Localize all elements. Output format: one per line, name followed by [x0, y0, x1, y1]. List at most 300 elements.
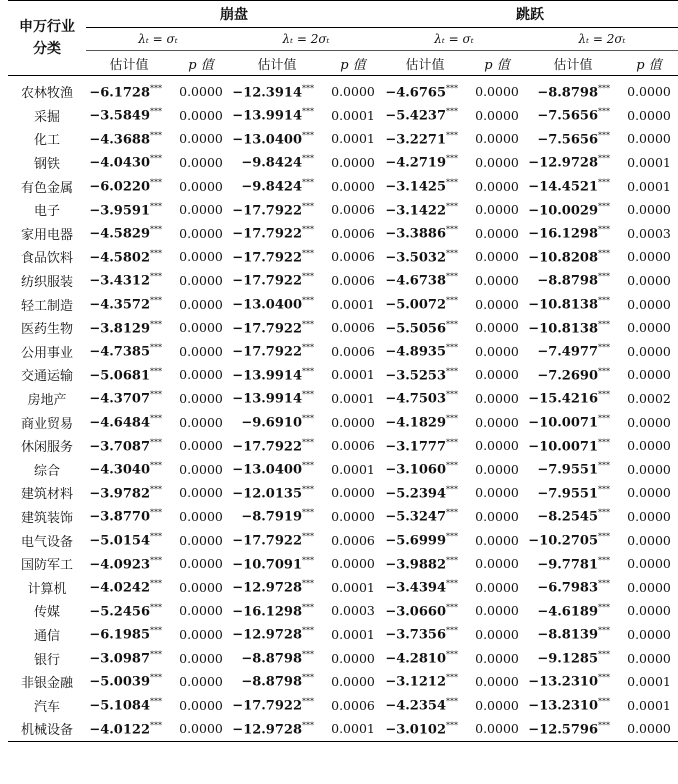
estimate-value: −8.8798: [537, 84, 598, 100]
estimate-value: −4.1829: [385, 415, 446, 431]
estimate-value: −10.0071: [528, 438, 598, 454]
pvalue-cell: 0.0000: [627, 508, 671, 524]
row-industry-name: 交通运输: [20, 369, 73, 385]
estimate-cell: [526, 670, 620, 694]
significance-mark: ***: [446, 107, 458, 117]
estimate-cell: [230, 104, 324, 128]
significance-mark: ***: [446, 697, 458, 707]
estimate-value: −8.8139: [537, 627, 598, 643]
estimate-cell: [86, 646, 172, 670]
estimate-value: −17.7922: [232, 344, 302, 360]
significance-mark: ***: [302, 343, 314, 353]
pvalue-cell: 0.0000: [179, 532, 223, 548]
significance-mark: ***: [446, 508, 458, 518]
estimate-value: −7.5656: [537, 132, 598, 148]
estimate-value: −3.7356: [385, 627, 446, 643]
significance-mark: ***: [302, 295, 314, 305]
estimate-cell: [526, 316, 620, 340]
table-row: [8, 599, 678, 623]
estimate-value: −10.8208: [528, 250, 598, 266]
table-row: [8, 717, 678, 741]
estimate-cell: [526, 434, 620, 458]
estimate-cell: [230, 481, 324, 505]
pvalue-cell: 0.0003: [331, 603, 375, 619]
pvalue-cell: 0.0000: [475, 225, 519, 241]
significance-mark: ***: [598, 697, 610, 707]
row-industry-name: 化工: [33, 133, 60, 149]
estimate-value: −3.5253: [385, 368, 446, 384]
estimate-cell: [526, 292, 620, 316]
estimate-cell: [230, 198, 324, 222]
estimate-value: −16.1298: [232, 604, 302, 620]
significance-mark: ***: [446, 225, 458, 235]
significance-mark: ***: [446, 555, 458, 565]
estimate-cell: [230, 387, 324, 411]
estimate-value: −4.5802: [89, 250, 150, 266]
significance-mark: ***: [446, 626, 458, 636]
estimate-value: −9.1285: [537, 651, 598, 667]
subheader-crash-2: λₜ = 2σₜ: [230, 28, 382, 51]
pvalue-cell: 0.0000: [179, 414, 223, 430]
pvalue-cell: 0.0001: [331, 296, 375, 312]
pvalue-cell: 0.0000: [179, 485, 223, 501]
col-header-estimate: 估计值: [86, 51, 172, 76]
significance-mark: ***: [302, 248, 314, 258]
significance-mark: ***: [150, 720, 162, 730]
pvalue-cell: 0.0000: [179, 178, 223, 194]
estimate-cell: [86, 505, 172, 529]
pvalue-cell: 0.0000: [475, 626, 519, 642]
significance-mark: ***: [302, 390, 314, 400]
significance-mark: ***: [598, 508, 610, 518]
group-header-jump: 跳跃: [382, 1, 678, 28]
pvalue-cell: 0.0000: [475, 650, 519, 666]
pvalue-cell: 0.0000: [475, 273, 519, 289]
significance-mark: ***: [446, 484, 458, 494]
pvalue-cell: 0.0001: [331, 626, 375, 642]
estimate-cell: [382, 363, 468, 387]
estimate-value: −3.8770: [89, 509, 150, 525]
pvalue-cell: 0.0000: [179, 343, 223, 359]
significance-mark: ***: [598, 390, 610, 400]
estimate-value: −4.6189: [537, 604, 598, 620]
pvalue-cell: 0.0001: [331, 461, 375, 477]
significance-mark: ***: [150, 484, 162, 494]
estimate-cell: [382, 599, 468, 623]
table-row: [8, 387, 678, 411]
significance-mark: ***: [302, 130, 314, 140]
significance-mark: ***: [302, 413, 314, 423]
significance-mark: ***: [446, 272, 458, 282]
pvalue-cell: 0.0001: [627, 697, 671, 713]
significance-mark: ***: [446, 437, 458, 447]
significance-mark: ***: [598, 107, 610, 117]
results-table: [8, 0, 678, 742]
pvalue-cell: 0.0000: [179, 391, 223, 407]
pvalue-cell: 0.0000: [475, 697, 519, 713]
estimate-cell: [230, 670, 324, 694]
estimate-cell: [526, 387, 620, 411]
pvalue-cell: 0.0000: [475, 414, 519, 430]
table-row: [8, 410, 678, 434]
estimate-value: −4.2810: [385, 651, 446, 667]
significance-mark: ***: [446, 130, 458, 140]
significance-mark: ***: [302, 178, 314, 187]
significance-mark: ***: [446, 319, 458, 329]
estimate-value: −6.1728: [89, 84, 150, 100]
estimate-value: −12.3914: [232, 84, 302, 100]
estimate-value: −4.3707: [89, 391, 150, 407]
estimate-cell: [382, 340, 468, 364]
pvalue-cell: 0.0000: [179, 674, 223, 690]
subheader-crash-1: λₜ = σₜ: [86, 28, 230, 51]
pvalue-cell: 0.0000: [179, 320, 223, 336]
estimate-value: −12.9728: [528, 155, 598, 171]
pvalue-cell: 0.0001: [627, 155, 671, 171]
estimate-value: −13.9914: [232, 368, 302, 384]
row-industry-name: 机械设备: [8, 717, 86, 741]
pvalue-cell: 0.0000: [627, 579, 671, 595]
significance-mark: ***: [598, 555, 610, 565]
significance-mark: ***: [446, 201, 458, 211]
estimate-value: −4.2719: [385, 155, 446, 171]
estimate-value: −3.3886: [385, 226, 446, 242]
significance-mark: ***: [302, 649, 314, 659]
row-industry-name: 建筑材料: [20, 487, 73, 503]
table-row: [8, 127, 678, 151]
row-industry-name: 轻工制造: [20, 298, 73, 314]
pvalue-cell: 0.0000: [179, 202, 223, 218]
estimate-value: −4.6738: [385, 273, 446, 289]
estimate-value: −4.3572: [89, 297, 150, 313]
table-row: [8, 76, 678, 104]
subheader-jump-2: λₜ = 2σₜ: [526, 28, 678, 51]
table-row: [8, 646, 678, 670]
estimate-value: −5.3247: [385, 509, 446, 525]
significance-mark: ***: [446, 531, 458, 541]
pvalue-cell: 0.0000: [627, 367, 671, 383]
pvalue-cell: 0.0000: [475, 296, 519, 312]
significance-mark: ***: [150, 107, 162, 117]
estimate-cell: [230, 575, 324, 599]
estimate-cell: [382, 76, 468, 104]
estimate-cell: [86, 693, 172, 717]
table-row: [8, 481, 678, 505]
estimate-value: −8.7919: [241, 509, 302, 525]
pvalue-cell: 0.0000: [331, 155, 375, 171]
significance-mark: ***: [302, 720, 314, 730]
pvalue-cell: 0.0000: [627, 320, 671, 336]
significance-mark: ***: [150, 154, 162, 164]
pvalue-cell: 0.0003: [627, 225, 671, 241]
pvalue-cell: 0.0000: [475, 249, 519, 265]
estimate-value: −5.0039: [89, 674, 150, 690]
estimate-cell: [230, 340, 324, 364]
estimate-value: −4.8935: [385, 344, 446, 360]
estimate-cell: [86, 481, 172, 505]
pvalue-cell: 0.0000: [475, 391, 519, 407]
row-industry-name: 公用事业: [20, 345, 73, 361]
significance-mark: ***: [150, 295, 162, 305]
significance-mark: ***: [302, 508, 314, 518]
estimate-cell: [526, 505, 620, 529]
significance-mark: ***: [446, 673, 458, 683]
estimate-value: −10.7091: [232, 556, 302, 572]
significance-mark: ***: [598, 720, 610, 730]
col-header-pvalue: p 值: [172, 51, 230, 76]
estimate-cell: [382, 481, 468, 505]
estimate-cell: [382, 198, 468, 222]
estimate-cell: [382, 646, 468, 670]
significance-mark: ***: [150, 649, 162, 659]
pvalue-cell: 0.0000: [475, 438, 519, 454]
col-header-pvalue: p 值: [468, 51, 526, 76]
estimate-value: −17.7922: [232, 226, 302, 242]
estimate-value: −4.6484: [89, 415, 150, 431]
estimate-cell: [86, 623, 172, 647]
significance-mark: ***: [302, 201, 314, 211]
pvalue-cell: 0.0006: [331, 320, 375, 336]
table-header: [8, 1, 678, 76]
estimate-cell: [230, 222, 324, 246]
pvalue-cell: 0.0006: [331, 273, 375, 289]
estimate-cell: [86, 198, 172, 222]
estimate-cell: [382, 693, 468, 717]
estimate-cell: [230, 505, 324, 529]
pvalue-cell: 0.0000: [475, 461, 519, 477]
estimate-cell: [526, 410, 620, 434]
estimate-cell: [230, 410, 324, 434]
estimate-cell: [86, 340, 172, 364]
estimate-cell: [382, 222, 468, 246]
significance-mark: ***: [302, 531, 314, 541]
estimate-value: −17.7922: [232, 698, 302, 714]
estimate-value: −4.0923: [89, 556, 150, 572]
table-row: [8, 458, 678, 482]
estimate-value: −4.3688: [89, 132, 150, 148]
estimate-value: −17.7922: [232, 320, 302, 336]
estimate-cell: [526, 363, 620, 387]
estimate-cell: [230, 458, 324, 482]
pvalue-cell: 0.0000: [179, 697, 223, 713]
significance-mark: ***: [446, 649, 458, 659]
row-industry-name: 农林牧渔: [20, 86, 73, 102]
col-header-estimate: 估计值: [526, 51, 620, 76]
pvalue-cell: 0.0000: [179, 603, 223, 619]
pvalue-cell: 0.0000: [179, 155, 223, 171]
significance-mark: ***: [598, 461, 610, 471]
estimate-cell: [382, 670, 468, 694]
pvalue-cell: 0.0001: [627, 178, 671, 194]
pvalue-cell: 0.0000: [627, 438, 671, 454]
estimate-value: −3.1060: [385, 462, 446, 478]
significance-mark: ***: [598, 413, 610, 423]
pvalue-cell: 0.0000: [475, 367, 519, 383]
estimate-value: −8.2545: [537, 509, 598, 525]
estimate-cell: [230, 127, 324, 151]
row-industry-name: 家用电器: [20, 227, 73, 243]
estimate-cell: [382, 434, 468, 458]
pvalue-cell: 0.0000: [179, 249, 223, 265]
estimate-cell: [526, 481, 620, 505]
estimate-value: −10.0071: [528, 415, 598, 431]
pvalue-cell: 0.0000: [331, 414, 375, 430]
estimate-value: −17.7922: [232, 438, 302, 454]
estimate-value: −3.1425: [385, 179, 446, 195]
estimate-value: −10.0029: [528, 202, 598, 218]
estimate-cell: [86, 552, 172, 576]
estimate-value: −13.9914: [232, 108, 302, 124]
significance-mark: ***: [446, 154, 458, 164]
pvalue-cell: 0.0000: [627, 650, 671, 666]
significance-mark: ***: [598, 154, 610, 164]
estimate-value: −4.6765: [385, 84, 446, 100]
estimate-value: −7.5656: [537, 108, 598, 124]
pvalue-cell: 0.0000: [627, 603, 671, 619]
pvalue-cell: 0.0000: [627, 273, 671, 289]
row-industry-name: 银行: [33, 652, 60, 668]
estimate-value: −3.4312: [89, 273, 150, 289]
estimate-cell: [382, 104, 468, 128]
significance-mark: ***: [302, 319, 314, 329]
significance-mark: ***: [446, 83, 458, 93]
significance-mark: ***: [150, 343, 162, 353]
pvalue-cell: 0.0000: [468, 717, 526, 741]
estimate-cell: [230, 245, 324, 269]
estimate-cell: [230, 292, 324, 316]
pvalue-cell: 0.0000: [475, 532, 519, 548]
row-industry-name: 有色金属: [20, 180, 73, 196]
estimate-cell: [86, 717, 172, 741]
estimate-cell: [230, 693, 324, 717]
pvalue-cell: 0.0000: [179, 556, 223, 572]
pvalue-cell: 0.0000: [620, 717, 678, 741]
estimate-value: −17.7922: [232, 533, 302, 549]
col-header-estimate: 估计值: [230, 51, 324, 76]
estimate-cell: [86, 670, 172, 694]
subheader-jump-1: λₜ = σₜ: [382, 28, 526, 51]
significance-mark: ***: [598, 602, 610, 612]
estimate-cell: [86, 387, 172, 411]
pvalue-cell: 0.0000: [475, 320, 519, 336]
pvalue-cell: 0.0000: [331, 84, 375, 100]
pvalue-cell: 0.0000: [475, 508, 519, 524]
estimate-value: −7.2690: [537, 368, 598, 384]
estimate-value: −4.7503: [385, 391, 446, 407]
estimate-value: −6.0220: [89, 179, 150, 195]
estimate-cell: [382, 717, 468, 741]
significance-mark: ***: [598, 225, 610, 235]
estimate-cell: [382, 623, 468, 647]
pvalue-cell: 0.0001: [331, 391, 375, 407]
table-row: [8, 245, 678, 269]
significance-mark: ***: [150, 602, 162, 612]
pvalue-cell: 0.0001: [331, 367, 375, 383]
estimate-cell: [382, 528, 468, 552]
estimate-cell: [230, 623, 324, 647]
table-row: [8, 198, 678, 222]
estimate-cell: [526, 599, 620, 623]
row-industry-name: 综合: [33, 463, 60, 479]
significance-mark: ***: [446, 720, 458, 730]
significance-mark: ***: [150, 201, 162, 211]
significance-mark: ***: [150, 697, 162, 707]
pvalue-cell: 0.0000: [475, 485, 519, 501]
pvalue-cell: 0.0006: [331, 249, 375, 265]
pvalue-cell: 0.0000: [475, 343, 519, 359]
row-industry-name: 国防军工: [20, 558, 73, 574]
estimate-value: −13.2310: [528, 698, 598, 714]
table-row: [8, 670, 678, 694]
pvalue-cell: 0.0000: [179, 367, 223, 383]
estimate-cell: [526, 458, 620, 482]
significance-mark: ***: [302, 437, 314, 447]
estimate-cell: [86, 76, 172, 104]
estimate-cell: [382, 127, 468, 151]
significance-mark: ***: [446, 461, 458, 471]
estimate-value: −16.1298: [528, 226, 598, 242]
pvalue-cell: 0.0000: [179, 461, 223, 477]
row-industry-name: 食品饮料: [20, 251, 73, 267]
pvalue-cell: 0.0000: [179, 438, 223, 454]
significance-mark: ***: [598, 295, 610, 305]
significance-mark: ***: [302, 225, 314, 235]
estimate-cell: [526, 245, 620, 269]
estimate-cell: [526, 104, 620, 128]
estimate-cell: [230, 316, 324, 340]
estimate-value: −3.0660: [385, 604, 446, 620]
pvalue-cell: 0.0006: [331, 343, 375, 359]
pvalue-cell: 0.0000: [179, 273, 223, 289]
table-row: [8, 104, 678, 128]
table-row: [8, 575, 678, 599]
category-header: [8, 1, 86, 76]
estimate-value: −9.6910: [241, 415, 302, 431]
estimate-cell: [382, 269, 468, 293]
row-industry-name: 非银金融: [20, 676, 73, 692]
estimate-cell: [230, 363, 324, 387]
pvalue-cell: 0.0002: [627, 391, 671, 407]
pvalue-cell: 0.0000: [475, 603, 519, 619]
significance-mark: ***: [302, 602, 314, 612]
estimate-value: −13.0400: [232, 297, 302, 313]
estimate-cell: [230, 717, 324, 741]
significance-mark: ***: [446, 248, 458, 258]
estimate-value: −6.7983: [537, 580, 598, 596]
estimate-value: −3.1422: [385, 202, 446, 218]
group-header-crash: 崩盘: [86, 1, 382, 28]
significance-mark: ***: [150, 83, 162, 93]
row-industry-name: 房地产: [27, 393, 67, 409]
significance-mark: ***: [302, 555, 314, 565]
estimate-cell: [230, 552, 324, 576]
estimate-value: −3.9591: [89, 202, 150, 218]
pvalue-cell: 0.0000: [627, 202, 671, 218]
row-industry-name: 汽车: [33, 699, 60, 715]
pvalue-cell: 0.0000: [475, 155, 519, 171]
significance-mark: ***: [302, 579, 314, 589]
significance-mark: ***: [446, 295, 458, 305]
table-row: [8, 316, 678, 340]
estimate-value: −5.4237: [385, 108, 446, 124]
estimate-value: −3.7087: [89, 438, 150, 454]
row-industry-name: 休闲服务: [20, 440, 73, 456]
estimate-cell: [230, 528, 324, 552]
estimate-cell: [230, 646, 324, 670]
significance-mark: ***: [150, 272, 162, 282]
estimate-cell: [526, 717, 620, 741]
pvalue-cell: 0.0006: [331, 225, 375, 241]
